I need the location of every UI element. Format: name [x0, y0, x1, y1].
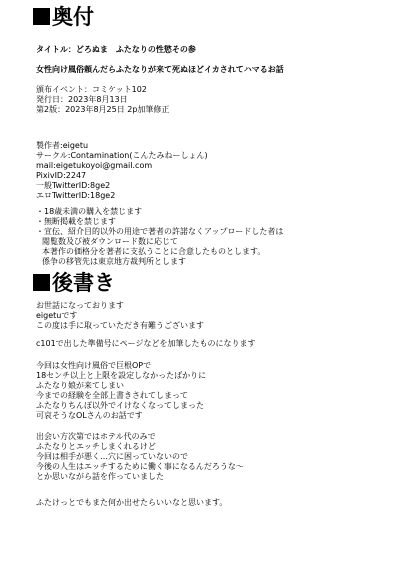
notice-line: ・宣伝、紹介目的以外の用途で著者の許諾なくアップロードした者は [36, 227, 284, 236]
story-line: 可哀そうなOLさんのお話です [36, 411, 143, 420]
author-line: mail:eigetukoyoi@gmail.com [36, 161, 153, 170]
notice-line: 本著作の価格分を著者に支払うことに合意したものとします。 [42, 247, 266, 256]
greeting-line: eigetuです [36, 311, 78, 320]
thought-line: とか思いながら話を作っていました [36, 472, 164, 481]
notice-line: 係争の移管先は東京地方裁判所とします [42, 257, 186, 266]
story-line: 18センチ以上と上限を設定しなかったばかりに [36, 371, 207, 380]
revision-line: c101で出した準備号にページなどを加筆したものになります [36, 339, 256, 348]
issue-date-line: 発行日：2023年8月13日 [36, 95, 128, 104]
notice-line: ・18歳未満の購入を禁じます [36, 207, 143, 216]
thought-line: 出会い方次第ではホテル代のみで [36, 432, 156, 441]
author-line: 製作者:eigetu [36, 141, 89, 150]
subtitle-line: 女性向け風俗頼んだらふたなりが来て死ぬほどイカされてハマるお話 [36, 65, 284, 74]
edition-line: 第2版：2023年8月25日 2p加筆修正 [36, 105, 170, 114]
afterword-heading: 後書き [33, 271, 115, 295]
heading-square-icon [33, 274, 50, 291]
thought-line: ふたなりとエッチしまくれるけど [36, 442, 156, 451]
story-line: 今までの経験を全部上書きされてしまって [36, 391, 188, 400]
closing-line: ふたけっとでもまた何か出せたらいいなと思います。 [36, 498, 228, 507]
event-line: 頒布イベント：コミケット102 [36, 85, 147, 94]
thought-line: 今回は相手が悪く…穴に困っていないので [36, 452, 188, 461]
notice-line: ・無断掲載を禁じます [36, 217, 116, 226]
greeting-line: お世話になっております [36, 301, 124, 310]
story-line: ふたなり娘が来てしまい [36, 381, 124, 390]
author-line: 一般TwitterID:8ge2 [36, 181, 111, 190]
story-line: 今回は女性向け風俗で巨根OPで [36, 361, 152, 370]
author-line: エロTwitterID:18ge2 [36, 191, 116, 200]
author-line: サークル:Contamination(こんたみねーしょん) [36, 151, 208, 160]
author-line: PixivID:2247 [36, 171, 87, 180]
thought-line: 今後の人生はエッチするために働く事になるんだろうな～ [36, 462, 244, 471]
greeting-line: この度は手に取っていただき有難うございます [36, 321, 204, 330]
notice-line: 閲覧数及び被ダウンロード数に応じて [42, 237, 178, 246]
heading-square-icon [33, 8, 50, 25]
story-line: ふたなりちんぽ以外でイけなくなってしまった [36, 401, 204, 410]
title-line: タイトル：どろぬま ふたなりの性慾その参 [36, 45, 196, 54]
colophon-heading: 奥付 [33, 5, 94, 29]
